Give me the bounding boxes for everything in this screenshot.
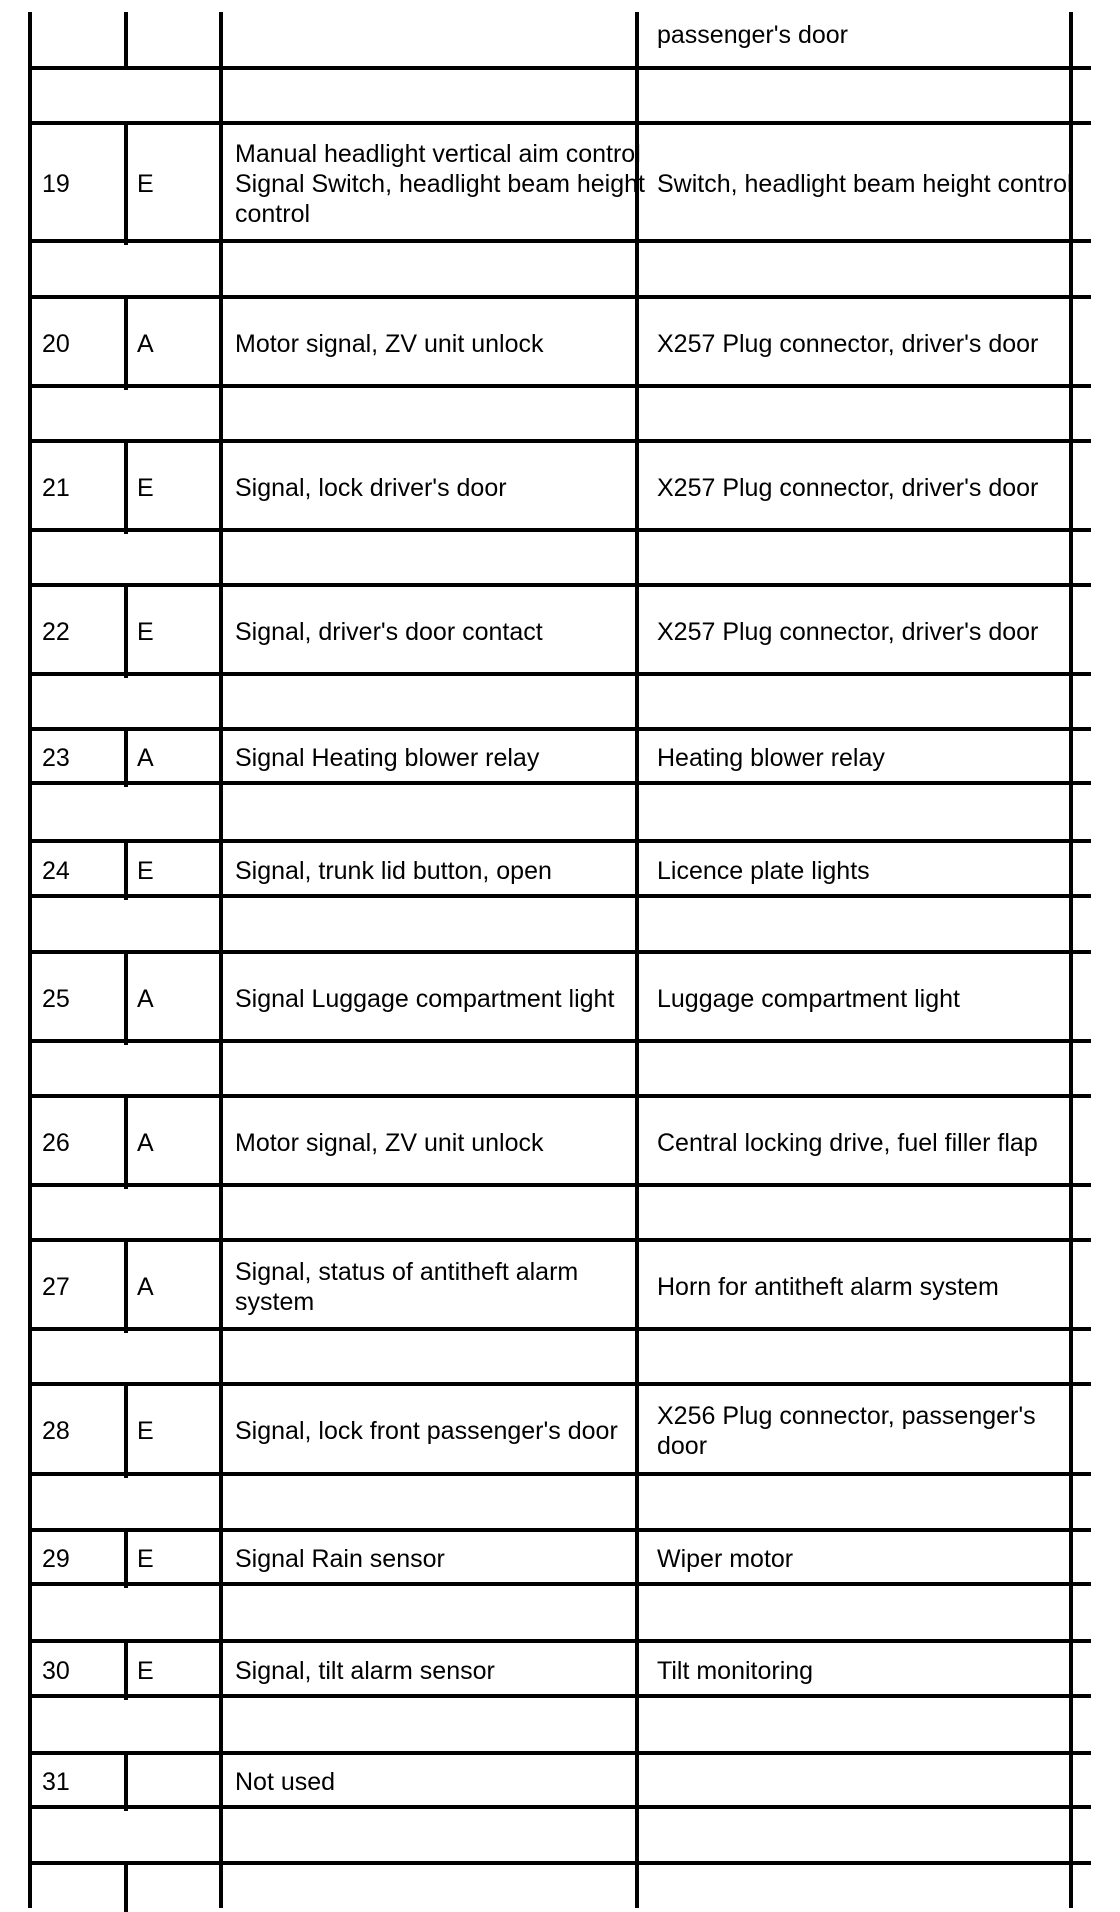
signal-direction-cell: E — [137, 170, 154, 198]
column-divider — [219, 12, 223, 1908]
component-cell: Switch, headlight beam height control — [657, 170, 1073, 198]
column-divider — [124, 12, 128, 70]
row-divider — [28, 121, 1091, 125]
pin-number-cell: 25 — [42, 984, 70, 1013]
row-divider — [28, 1238, 1091, 1242]
component-cell: Luggage compartment light — [657, 984, 960, 1013]
row-divider — [28, 839, 1091, 843]
pin-number-cell — [42, 4, 122, 66]
pin-number-cell: 24 — [42, 856, 70, 885]
column-divider — [28, 12, 32, 1908]
component-cell: Licence plate lights — [657, 856, 870, 885]
description-cell: Signal Luggage compartment light — [235, 984, 615, 1013]
component-cell: Heating blower relay — [657, 744, 885, 772]
pin-assignment-table — [28, 0, 1091, 1908]
description-cell: Signal, driver's door contact — [235, 617, 543, 646]
row-divider — [28, 950, 1091, 954]
column-divider — [124, 585, 128, 678]
row-divider — [28, 1751, 1091, 1755]
component-cell: Central locking drive, fuel filler flap — [657, 1128, 1038, 1157]
description-cell: Motor signal, ZV unit unlock — [235, 1128, 544, 1157]
row-divider — [28, 1382, 1091, 1386]
column-divider — [124, 729, 128, 787]
pin-number-cell: 31 — [42, 1768, 70, 1796]
pin-number-cell: 20 — [42, 329, 70, 358]
signal-direction-cell: E — [137, 473, 154, 502]
component-cell: X257 Plug connector, driver's door — [657, 473, 1039, 502]
description-cell: Signal, tilt alarm sensor — [235, 1656, 495, 1685]
description-cell: Signal, lock front passenger's door — [235, 1417, 618, 1445]
description-cell — [235, 4, 645, 66]
component-cell: X256 Plug connector, passenger's door — [657, 1402, 1036, 1460]
column-divider — [124, 1096, 128, 1189]
signal-direction-cell: A — [137, 1128, 154, 1157]
description-cell: Motor signal, ZV unit unlock — [235, 329, 544, 358]
pin-number-cell: 27 — [42, 1272, 70, 1301]
column-divider — [124, 441, 128, 534]
signal-direction-cell: E — [137, 1545, 154, 1573]
row-divider — [28, 583, 1091, 587]
signal-direction-cell: E — [137, 617, 154, 646]
pin-number-cell: 30 — [42, 1656, 70, 1685]
row-divider — [28, 66, 1091, 70]
description-cell: Signal, lock driver's door — [235, 473, 507, 502]
column-divider — [124, 952, 128, 1045]
description-cell: Manual headlight vertical aim control Signal Switch, headlight beam height control — [235, 140, 645, 228]
pin-number-cell: 19 — [42, 170, 70, 198]
signal-direction-cell — [137, 4, 217, 66]
column-divider — [124, 1530, 128, 1588]
column-divider — [124, 1861, 128, 1912]
signal-direction-cell: A — [137, 984, 154, 1013]
signal-direction-cell — [137, 1757, 217, 1807]
description-cell: Signal Heating blower relay — [235, 744, 540, 772]
pin-number-cell: 23 — [42, 744, 70, 772]
pin-number-cell: 28 — [42, 1417, 70, 1445]
signal-direction-cell: A — [137, 329, 154, 358]
column-divider — [124, 841, 128, 900]
pin-number-cell: 29 — [42, 1545, 70, 1573]
signal-direction-cell: E — [137, 1656, 154, 1685]
component-cell: Horn for antitheft alarm system — [657, 1272, 999, 1301]
column-divider — [124, 1641, 128, 1700]
pin-number-cell: 21 — [42, 473, 70, 502]
pin-number-cell: 22 — [42, 617, 70, 646]
row-divider — [28, 439, 1091, 443]
component-cell: X257 Plug connector, driver's door — [657, 329, 1039, 358]
signal-direction-cell: E — [137, 1417, 154, 1445]
component-cell: passenger's door — [657, 21, 849, 49]
component-cell — [657, 1757, 1082, 1807]
column-divider — [124, 1384, 128, 1478]
signal-direction-cell: A — [137, 744, 154, 772]
description-cell: Signal, trunk lid button, open — [235, 856, 552, 885]
row-divider — [28, 727, 1091, 731]
component-cell: Tilt monitoring — [657, 1656, 814, 1685]
row-divider — [28, 1861, 1091, 1865]
column-divider — [124, 1240, 128, 1333]
pin-number-cell: 26 — [42, 1128, 70, 1157]
row-divider — [28, 1639, 1091, 1643]
signal-direction-cell: E — [137, 856, 154, 885]
description-cell: Signal, status of antitheft alarm system — [235, 1257, 579, 1316]
column-divider — [124, 1753, 128, 1811]
row-divider — [28, 1528, 1091, 1532]
component-cell: X257 Plug connector, driver's door — [657, 617, 1039, 646]
column-divider — [124, 297, 128, 390]
component-cell: Wiper motor — [657, 1545, 794, 1573]
description-cell: Not used — [235, 1768, 336, 1796]
row-divider — [28, 295, 1091, 299]
column-divider — [124, 123, 128, 245]
row-divider — [28, 1094, 1091, 1098]
signal-direction-cell: A — [137, 1272, 154, 1301]
description-cell: Signal Rain sensor — [235, 1545, 445, 1573]
